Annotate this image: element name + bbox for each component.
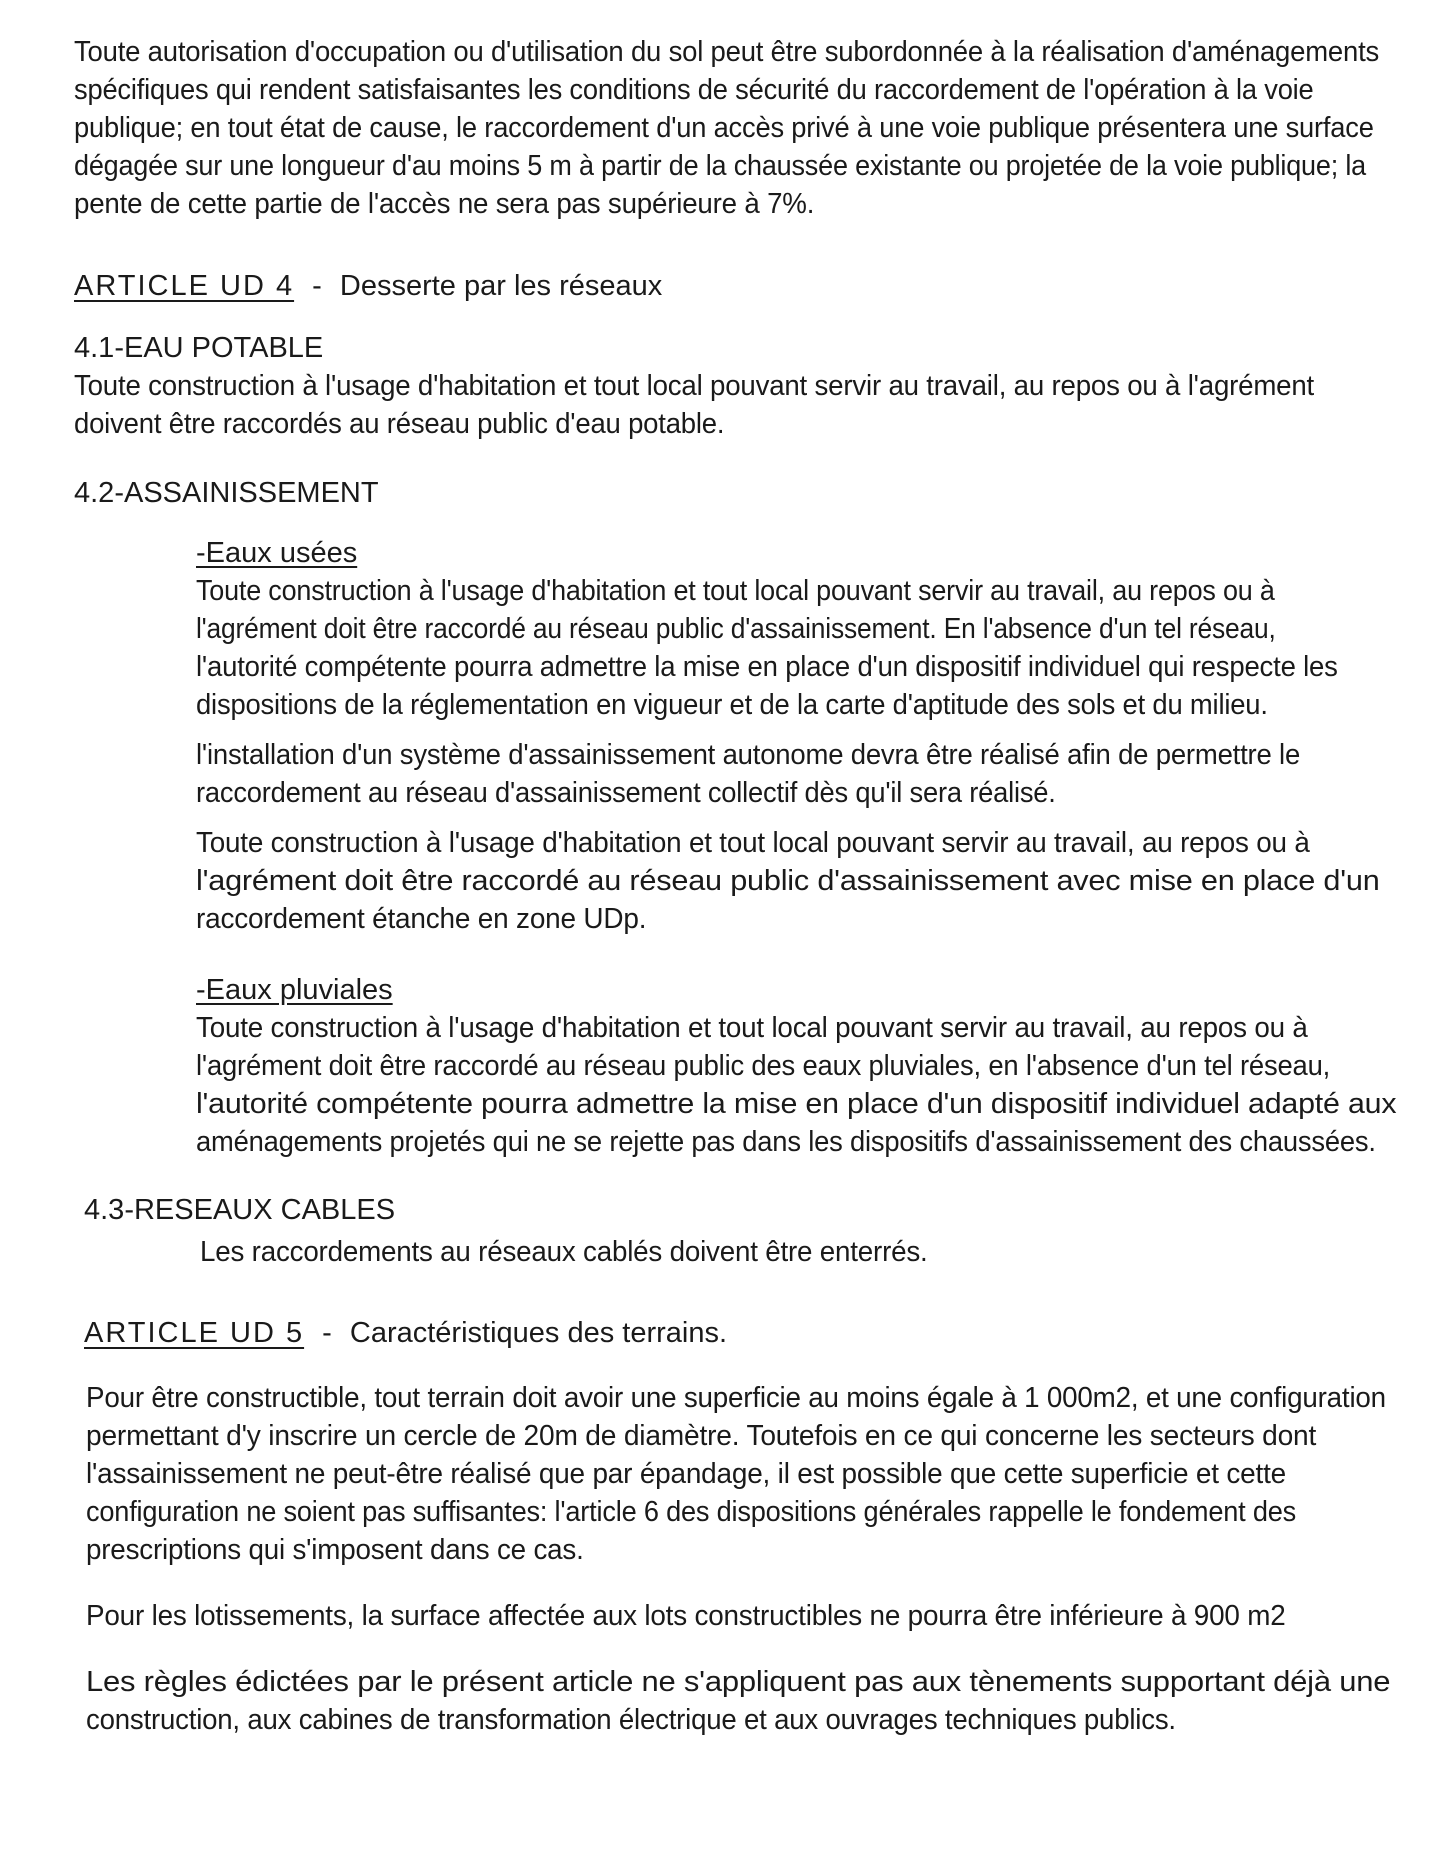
section-4-1-heading: 4.1-EAU POTABLE <box>74 332 324 364</box>
article-5-title: Caractéristiques des terrains. <box>349 1317 728 1349</box>
intro-line: Toute autorisation d'occupation ou d'utilisation du sol peut être subordonnée à la réalisation d'aménagements <box>74 36 1380 68</box>
article-5-line: Pour être constructible, tout terrain doit avoir une superficie au moins égale à 1 000m2, et une configuration <box>86 1382 1386 1414</box>
eaux-usees-line: l'installation d'un système d'assainissement autonome devra être réalisé afin de permettre le <box>196 739 1301 771</box>
article-5-line: l'assainissement ne peut-être réalisé que par épandage, il est possible que cette superficie et cette <box>86 1458 1286 1490</box>
article-5-line: construction, aux cabines de transformation électrique et aux ouvrages techniques publics. <box>86 1704 1176 1736</box>
article-5-heading <box>84 1315 727 1351</box>
eaux-usees-line: l'agrément doit être raccordé au réseau public d'assainissement avec mise en place d'un <box>196 865 1380 897</box>
section-4-1-line: doivent être raccordés au réseau public d'eau potable. <box>74 408 725 440</box>
eaux-pluviales-heading: -Eaux pluviales <box>196 974 393 1006</box>
eaux-usees-heading: -Eaux usées <box>196 537 358 569</box>
eaux-usees-line: l'agrément doit être raccordé au réseau public d'assainissement. En l'absence d'un tel réseau, <box>196 613 1276 645</box>
section-4-3-line: Les raccordements au réseaux cablés doivent être enterrés. <box>200 1236 928 1268</box>
article-5-line: permettant d'y inscrire un cercle de 20m de diamètre. Toutefois en ce qui concerne les secteurs dont <box>86 1420 1317 1452</box>
eaux-usees-line: l'autorité compétente pourra admettre la mise en place d'un dispositif individuel qui respecte les <box>196 651 1338 683</box>
eaux-usees-line: raccordement au réseau d'assainissement collectif dès qu'il sera réalisé. <box>196 777 1056 809</box>
article-5-line: Pour les lotissements, la surface affectée aux lots constructibles ne pourra être inférieure à 900 m2 <box>86 1600 1286 1632</box>
article-4-label: ARTICLE UD 4 <box>74 270 295 302</box>
intro-line: dégagée sur une longueur d'au moins 5 m à partir de la chaussée existante ou projetée de la voie publique; la <box>74 150 1366 182</box>
article-5-line: configuration ne soient pas suffisantes: l'article 6 des dispositions générales rappelle le fondement des <box>86 1496 1297 1528</box>
eaux-pluviales-line: l'autorité compétente pourra admettre la mise en place d'un dispositif individuel adapté aux <box>196 1088 1397 1120</box>
eaux-usees-line: raccordement étanche en zone UDp. <box>196 903 647 935</box>
section-4-2-heading: 4.2-ASSAINISSEMENT <box>74 477 379 509</box>
eaux-usees-line: Toute construction à l'usage d'habitation et tout local pouvant servir au travail, au repos ou à <box>196 827 1310 859</box>
article-4-heading <box>74 268 662 304</box>
section-4-3-heading: 4.3-RESEAUX CABLES <box>84 1194 396 1226</box>
article-5-label: ARTICLE UD 5 <box>84 1317 305 1349</box>
eaux-pluviales-line: l'agrément doit être raccordé au réseau public des eaux pluviales, en l'absence d'un tel réseau, <box>196 1050 1331 1082</box>
article-5-line: prescriptions qui s'imposent dans ce cas. <box>86 1534 584 1566</box>
eaux-pluviales-line: Toute construction à l'usage d'habitation et tout local pouvant servir au travail, au repos ou à <box>196 1012 1308 1044</box>
intro-line: pente de cette partie de l'accès ne sera pas supérieure à 7%. <box>74 188 815 220</box>
eaux-usees-line: Toute construction à l'usage d'habitation et tout local pouvant servir au travail, au repos ou à <box>196 575 1275 607</box>
section-4-1-line: Toute construction à l'usage d'habitation et tout local pouvant servir au travail, au repos ou à l'agrément <box>74 370 1315 402</box>
article-5-line: Les règles édictées par le présent article ne s'appliquent pas aux tènements supportant déjà une <box>86 1666 1391 1698</box>
eaux-usees-line: dispositions de la réglementation en vigueur et de la carte d'aptitude des sols et du milieu. <box>196 689 1268 721</box>
article-4-title: Desserte par les réseaux <box>339 270 663 302</box>
intro-line: publique; en tout état de cause, le raccordement d'un accès privé à une voie publique présentera une surface <box>74 112 1374 144</box>
article-5-dash: - <box>322 1317 332 1349</box>
eaux-pluviales-line: aménagements projetés qui ne se rejette pas dans les dispositifs d'assainissement des chaussées. <box>196 1126 1376 1158</box>
article-4-dash: - <box>312 270 322 302</box>
intro-line: spécifiques qui rendent satisfaisantes les conditions de sécurité du raccordement de l'opération à la voie <box>74 74 1314 106</box>
